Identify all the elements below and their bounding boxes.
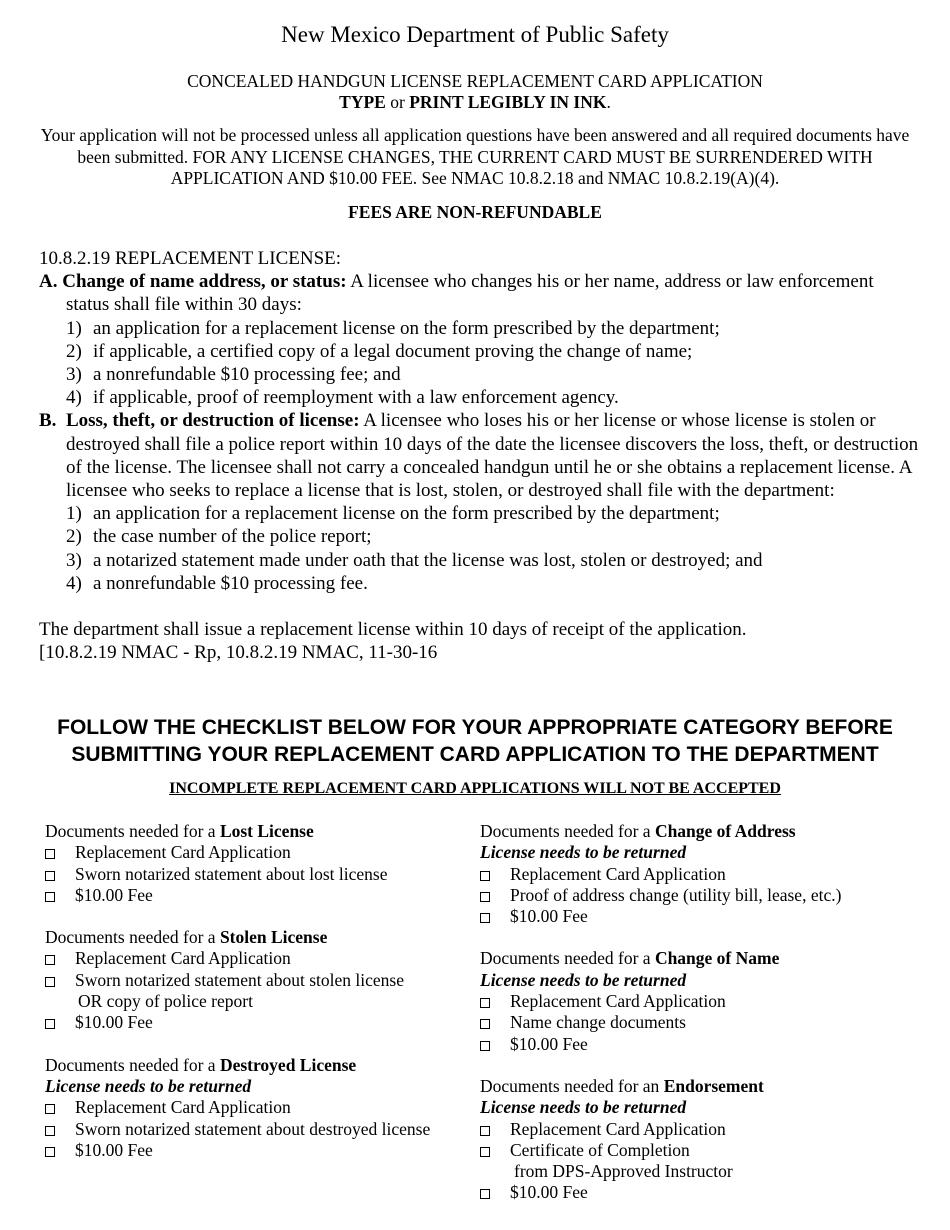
checkbox-icon[interactable]: [480, 1147, 490, 1157]
checklist-item[interactable]: Replacement Card Application: [45, 948, 465, 969]
checklist-item[interactable]: Replacement Card Application: [45, 842, 465, 863]
checklist-item[interactable]: $10.00 Fee: [45, 1140, 465, 1161]
checklist-item[interactable]: Sworn notarized statement about lost license: [45, 864, 465, 885]
list-item: 2) the case number of the police report;: [66, 526, 372, 548]
checklist-item[interactable]: Sworn notarized statement about stolen license: [45, 970, 465, 991]
checkbox-icon[interactable]: [480, 913, 490, 923]
category-destroyed: Destroyed License: [219, 1054, 357, 1075]
checkbox-icon[interactable]: [45, 977, 55, 987]
section-b: [39, 409, 919, 502]
agency-title: New Mexico Department of Public Safety: [281, 22, 669, 47]
section-b-title: Loss, theft, or destruction of license:: [65, 410, 360, 432]
category-stolen: Stolen License: [219, 927, 328, 948]
checklist-instruction-line2: SUBMITTING YOUR REPLACEMENT CARD APPLICATION TO THE DEPARTMENT: [71, 743, 879, 766]
list-item: 4) a nonrefundable $10 processing fee.: [66, 572, 368, 594]
list-item: 3) a nonrefundable $10 processing fee; and: [66, 364, 401, 386]
checklist-item[interactable]: $10.00 Fee: [45, 1012, 465, 1033]
section-a: [39, 270, 919, 316]
checkbox-icon[interactable]: [45, 1147, 55, 1157]
checkbox-icon[interactable]: [45, 955, 55, 965]
checklist-item[interactable]: $10.00 Fee: [480, 906, 920, 927]
fees-notice: FEES ARE NON-REFUNDABLE: [348, 202, 602, 222]
checkbox-icon[interactable]: [45, 871, 55, 881]
list-item: 2) if applicable, a certified copy of a legal document proving the change of name;: [66, 340, 693, 362]
section-b-text: A licensee who loses his or her license or whose license is stolen or destroyed shall file a police report within 10 days of the date the licensee discovers the loss, theft, or destruction of the license. The licensee shall not carry a concealed handgun until he or she obtains a replacement license. A licensee who seeks to replace a license that is lost, stolen, or destroyed shall file with the department:: [66, 410, 919, 502]
type-word: TYPE: [339, 92, 386, 112]
regulation-citation: [10.8.2.19 NMAC - Rp, 10.8.2.19 NMAC, 11-30-16: [39, 642, 438, 664]
section-a-text: A licensee who changes his or her name, address or law enforcement status shall file within 30 days:: [66, 271, 874, 316]
regulation-text: [39, 247, 919, 664]
group-header: Documents needed for a Lost License: [45, 821, 314, 841]
section-a-title: Change of name address, or status:: [62, 271, 347, 293]
return-note: License needs to be returned: [480, 842, 687, 863]
checklist-item[interactable]: $10.00 Fee: [480, 1182, 920, 1203]
checkbox-icon[interactable]: [480, 892, 490, 902]
checkbox-icon[interactable]: [480, 1019, 490, 1029]
change-of-name-checklist: [480, 948, 920, 1054]
checklist-item-continuation: from DPS-Approved Instructor: [514, 1161, 733, 1182]
checkbox-icon[interactable]: [45, 1126, 55, 1136]
group-header: Documents needed for an Endorsement: [480, 1075, 764, 1096]
lost-license-checklist: [45, 821, 465, 906]
print-instruction: [0, 92, 950, 113]
checklist-item-continuation: OR copy of police report: [78, 991, 253, 1012]
category-lost: Lost License: [219, 821, 314, 841]
checklist-item[interactable]: Proof of address change (utility bill, lease, etc.): [480, 885, 920, 906]
checklist-instruction-line1: FOLLOW THE CHECKLIST BELOW FOR YOUR APPROPRIATE CATEGORY BEFORE: [57, 716, 893, 739]
checkbox-icon[interactable]: [480, 1041, 490, 1051]
group-header: Documents needed for a Change of Name: [480, 948, 780, 969]
checklist-item[interactable]: Replacement Card Application: [480, 864, 920, 885]
list-item: 1) an application for a replacement license on the form prescribed by the department;: [66, 503, 720, 525]
checklist-item[interactable]: Name change documents: [480, 1012, 920, 1033]
destroyed-license-checklist: [45, 1055, 465, 1161]
regulation-heading: 10.8.2.19 REPLACEMENT LICENSE:: [39, 248, 342, 269]
period: .: [606, 92, 611, 112]
return-note: License needs to be returned: [480, 1097, 687, 1118]
section-a-letter: A.: [39, 271, 58, 293]
checklist-item[interactable]: Replacement Card Application: [480, 1119, 920, 1140]
stolen-license-checklist: [45, 927, 465, 1033]
category-name: Change of Name: [654, 948, 780, 969]
checklist-item[interactable]: Certificate of Completion: [480, 1140, 920, 1161]
checkbox-icon[interactable]: [45, 1019, 55, 1029]
return-note: License needs to be returned: [480, 969, 687, 990]
category-endorsement: Endorsement: [663, 1075, 764, 1096]
group-header: Documents needed for a Stolen License: [45, 927, 328, 948]
incomplete-notice: INCOMPLETE REPLACEMENT CARD APPLICATIONS WILL NOT BE ACCEPTED: [169, 780, 781, 797]
checkbox-icon[interactable]: [45, 849, 55, 859]
section-b-letter: B.: [39, 410, 57, 432]
issue-statement: The department shall issue a replacement license within 10 days of receipt of the application.: [39, 619, 747, 641]
section-a-list: [39, 317, 919, 410]
checklist-instruction: [0, 714, 950, 768]
or-word: or: [390, 92, 405, 112]
change-of-address-checklist: [480, 821, 920, 927]
checkbox-icon[interactable]: [45, 892, 55, 902]
checklist-left-column: [45, 821, 465, 1182]
form-title-block: [0, 71, 950, 113]
group-header: Documents needed for a Change of Address: [480, 821, 796, 841]
list-item: 3) a notarized statement made under oath that the license was lost, stolen or destroyed; and: [66, 549, 763, 571]
checkbox-icon[interactable]: [45, 1104, 55, 1114]
checklist-item[interactable]: $10.00 Fee: [45, 885, 465, 906]
checkbox-icon[interactable]: [480, 998, 490, 1008]
print-legibly: PRINT LEGIBLY IN INK: [409, 92, 607, 112]
checkbox-icon[interactable]: [480, 871, 490, 881]
checklist-item[interactable]: Sworn notarized statement about destroyed license: [45, 1119, 465, 1140]
checkbox-icon[interactable]: [480, 1126, 490, 1136]
section-b-list: [39, 502, 919, 595]
checklist-item[interactable]: Replacement Card Application: [45, 1097, 465, 1118]
category-address: Change of Address: [654, 821, 796, 841]
checklist-item[interactable]: $10.00 Fee: [480, 1034, 920, 1055]
endorsement-checklist: [480, 1076, 920, 1204]
processing-notice: Your application will not be processed unless all application questions have been answered and all required documents have been submitted. FOR ANY LICENSE CHANGES, THE CURRENT CARD MUST BE SURRENDERED WITH APPLICATION AND $10.00 FEE. See NMAC 10.8.2.18 and NMAC 10.8.2.19(A)(4).: [40, 125, 910, 188]
list-item: 1) an application for a replacement license on the form prescribed by the department;: [66, 317, 720, 339]
group-header: Documents needed for a Destroyed License: [45, 1054, 357, 1075]
return-note: License needs to be returned: [45, 1075, 252, 1096]
checkbox-icon[interactable]: [480, 1189, 490, 1199]
checklist-item[interactable]: Replacement Card Application: [480, 991, 920, 1012]
checklist-right-column: [480, 821, 920, 1225]
form-title: CONCEALED HANDGUN LICENSE REPLACEMENT CARD APPLICATION: [187, 71, 763, 91]
list-item: 4) if applicable, proof of reemployment with a law enforcement agency.: [66, 387, 619, 409]
